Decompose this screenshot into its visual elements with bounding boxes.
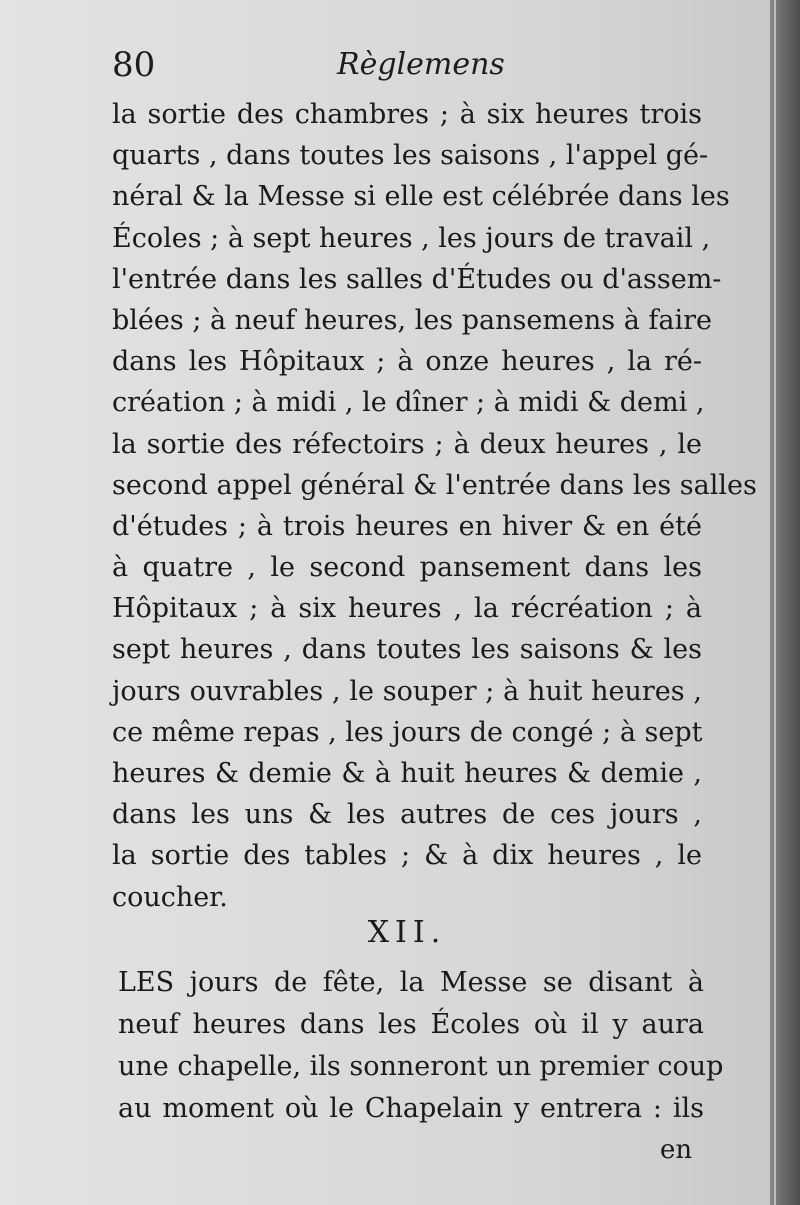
text-line: au moment où le Chapelain y entrera : ils [118,1093,704,1124]
text-line: la sortie des tables ; & à dix heures , le [112,840,702,872]
page-number: 80 [112,45,156,85]
section-text [118,962,724,1130]
text-line: quarts , dans toutes les saisons , l'appel gé- [112,140,709,172]
text-line: second appel général & l'entrée dans les salles [112,469,757,501]
text-line: d'études ; à trois heures en hiver & en été [112,510,702,542]
text-line: sept heures , dans toutes les saisons & les [112,634,702,666]
text-line: jours ouvrables , le souper ; à huit heures , [112,675,702,707]
text-line: dans les Hôpitaux ; à onze heures , la ré- [112,346,702,378]
text-line: heures & demie & à huit heures & demie , [112,758,702,789]
text-line: la sortie des réfectoirs ; à deux heures , le [112,428,702,460]
body-text [112,94,757,918]
page-edge [770,0,800,1205]
text-line: la sortie des chambres ; à six heures trois [112,99,702,130]
text-line: dans les uns & les autres de ces jours , [112,799,702,831]
text-line: neuf heures dans les Écoles où il y aura [118,1009,704,1040]
section-heading: XII. [367,915,447,950]
text-line: coucher. [112,881,228,913]
catchword: en [660,1135,693,1165]
text-line: Hôpitaux ; à six heures , la récréation ; à [112,593,702,625]
text-line: une chapelle, ils sonneront un premier coup [118,1051,724,1082]
text-line: néral & la Messe si elle est célébrée dans les [112,181,730,213]
running-head [112,42,702,88]
text-line: blées ; à neuf heures, les pansemens à faire [112,304,713,336]
text-line: Écoles ; à sept heures , les jours de travail , [112,222,711,254]
text-line: LES jours de fête, la Messe se disant à [118,967,704,998]
text-line: l'entrée dans les salles d'Études ou d'assem- [112,263,722,295]
running-title: Règlemens [337,47,505,82]
text-line: création ; à midi , le dîner ; à midi & demi , [112,387,705,419]
text-line: ce même repas , les jours de congé ; à sept [112,716,703,748]
text-line: à quatre , le second pansement dans les [112,552,702,584]
